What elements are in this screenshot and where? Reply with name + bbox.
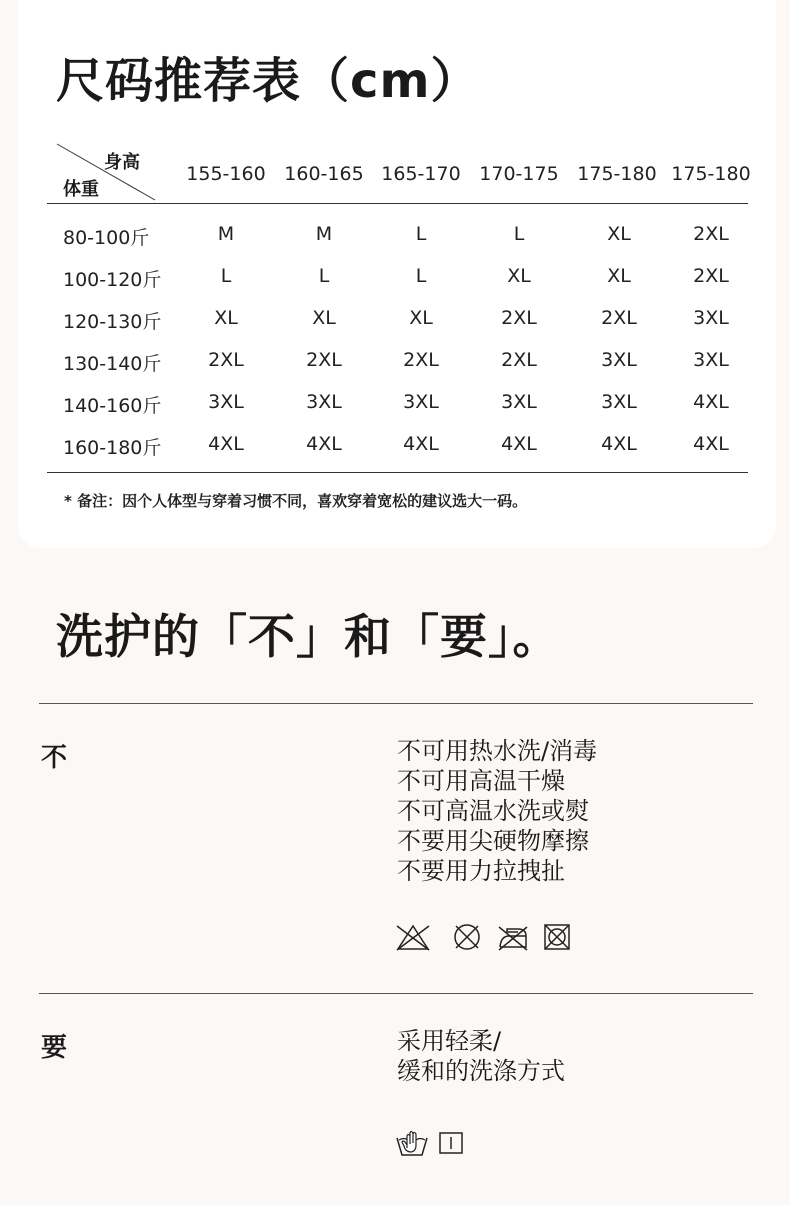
dont-item: 不要用力拉拽扯 <box>397 857 565 885</box>
dont-icons <box>395 922 572 952</box>
size-cell: L <box>513 223 525 245</box>
size-cell: L <box>220 265 232 287</box>
dont-item: 不可高温水洗或熨 <box>397 797 589 825</box>
line-dry-icon <box>437 1128 465 1158</box>
size-cell: 2XL <box>693 223 729 245</box>
divider <box>39 703 753 704</box>
dont-item: 不可用热水洗/消毒 <box>397 737 598 765</box>
size-cell: 2XL <box>208 349 244 371</box>
size-cell: 2XL <box>403 349 439 371</box>
size-cell: 3XL <box>693 307 729 329</box>
dont-item: 不要用尖硬物摩擦 <box>397 827 589 855</box>
height-column-header: 160-165 <box>284 163 364 185</box>
weight-label: 100-120斤 <box>63 269 162 291</box>
care-title: 洗护的「不」和「要」。 <box>56 610 561 665</box>
size-note: * 备注：因个人体型与穿着习惯不同，喜欢穿着宽松的建议选大一码。 <box>64 492 528 510</box>
size-cell: XL <box>409 307 433 329</box>
weight-axis-label: 体重 <box>63 179 99 200</box>
height-column-header: 175-180 <box>577 163 657 185</box>
do-item: 缓和的洗涤方式 <box>397 1057 565 1085</box>
size-cell: 2XL <box>501 349 537 371</box>
do-list <box>397 1026 565 1086</box>
weight-label: 120-130斤 <box>63 311 162 333</box>
size-cell: XL <box>312 307 336 329</box>
height-column-header: 175-180 <box>671 163 751 185</box>
table-row <box>47 298 748 340</box>
no-tumble-dry-icon <box>542 922 572 952</box>
table-row <box>47 382 748 424</box>
do-item: 采用轻柔/ <box>397 1027 502 1055</box>
size-cell: 4XL <box>693 391 729 413</box>
size-cell: 3XL <box>693 349 729 371</box>
weight-label: 160-180斤 <box>63 437 162 459</box>
size-cell: XL <box>607 265 631 287</box>
table-row <box>47 340 748 382</box>
size-cell: 4XL <box>501 433 537 455</box>
size-cell: 4XL <box>208 433 244 455</box>
table-row <box>47 214 748 256</box>
size-cell: 2XL <box>693 265 729 287</box>
size-table-title: 尺码推荐表（cm） <box>56 53 480 109</box>
table-body <box>47 204 748 473</box>
divider <box>39 993 753 994</box>
size-table <box>47 140 751 473</box>
size-cell: 4XL <box>403 433 439 455</box>
size-cell: M <box>217 223 235 245</box>
size-cell: 3XL <box>306 391 342 413</box>
do-label: 要 <box>41 1033 68 1063</box>
size-cell: 3XL <box>601 349 637 371</box>
dont-label: 不 <box>41 743 68 773</box>
do-icons <box>395 1128 465 1158</box>
size-cell: 3XL <box>403 391 439 413</box>
weight-label: 140-160斤 <box>63 395 162 417</box>
table-row <box>47 256 748 298</box>
size-cell: 4XL <box>693 433 729 455</box>
height-column-header: 165-170 <box>381 163 461 185</box>
size-cell: L <box>415 223 427 245</box>
size-cell: 3XL <box>601 391 637 413</box>
no-iron-icon <box>496 922 530 952</box>
size-cell: 2XL <box>501 307 537 329</box>
size-cell: M <box>315 223 333 245</box>
size-cell: 2XL <box>306 349 342 371</box>
weight-label: 80-100斤 <box>63 227 150 249</box>
weight-label: 130-140斤 <box>63 353 162 375</box>
size-cell: XL <box>607 223 631 245</box>
size-cell: 4XL <box>601 433 637 455</box>
table-header <box>47 140 751 204</box>
size-cell: XL <box>507 265 531 287</box>
no-bleach-icon <box>395 922 431 952</box>
hand-wash-icon <box>395 1128 429 1158</box>
height-column-header: 155-160 <box>186 163 266 185</box>
corner-cell <box>47 140 157 203</box>
size-cell: L <box>318 265 330 287</box>
size-cell: 3XL <box>501 391 537 413</box>
size-cell: 2XL <box>601 307 637 329</box>
size-cell: L <box>415 265 427 287</box>
size-cell: XL <box>214 307 238 329</box>
height-column-header: 170-175 <box>479 163 559 185</box>
height-axis-label: 身高 <box>104 152 140 173</box>
size-cell: 3XL <box>208 391 244 413</box>
table-row <box>47 424 748 466</box>
dont-item: 不可用高温干燥 <box>397 767 565 795</box>
no-dry-clean-icon <box>451 922 483 952</box>
size-cell: 4XL <box>306 433 342 455</box>
dont-list <box>397 736 597 886</box>
